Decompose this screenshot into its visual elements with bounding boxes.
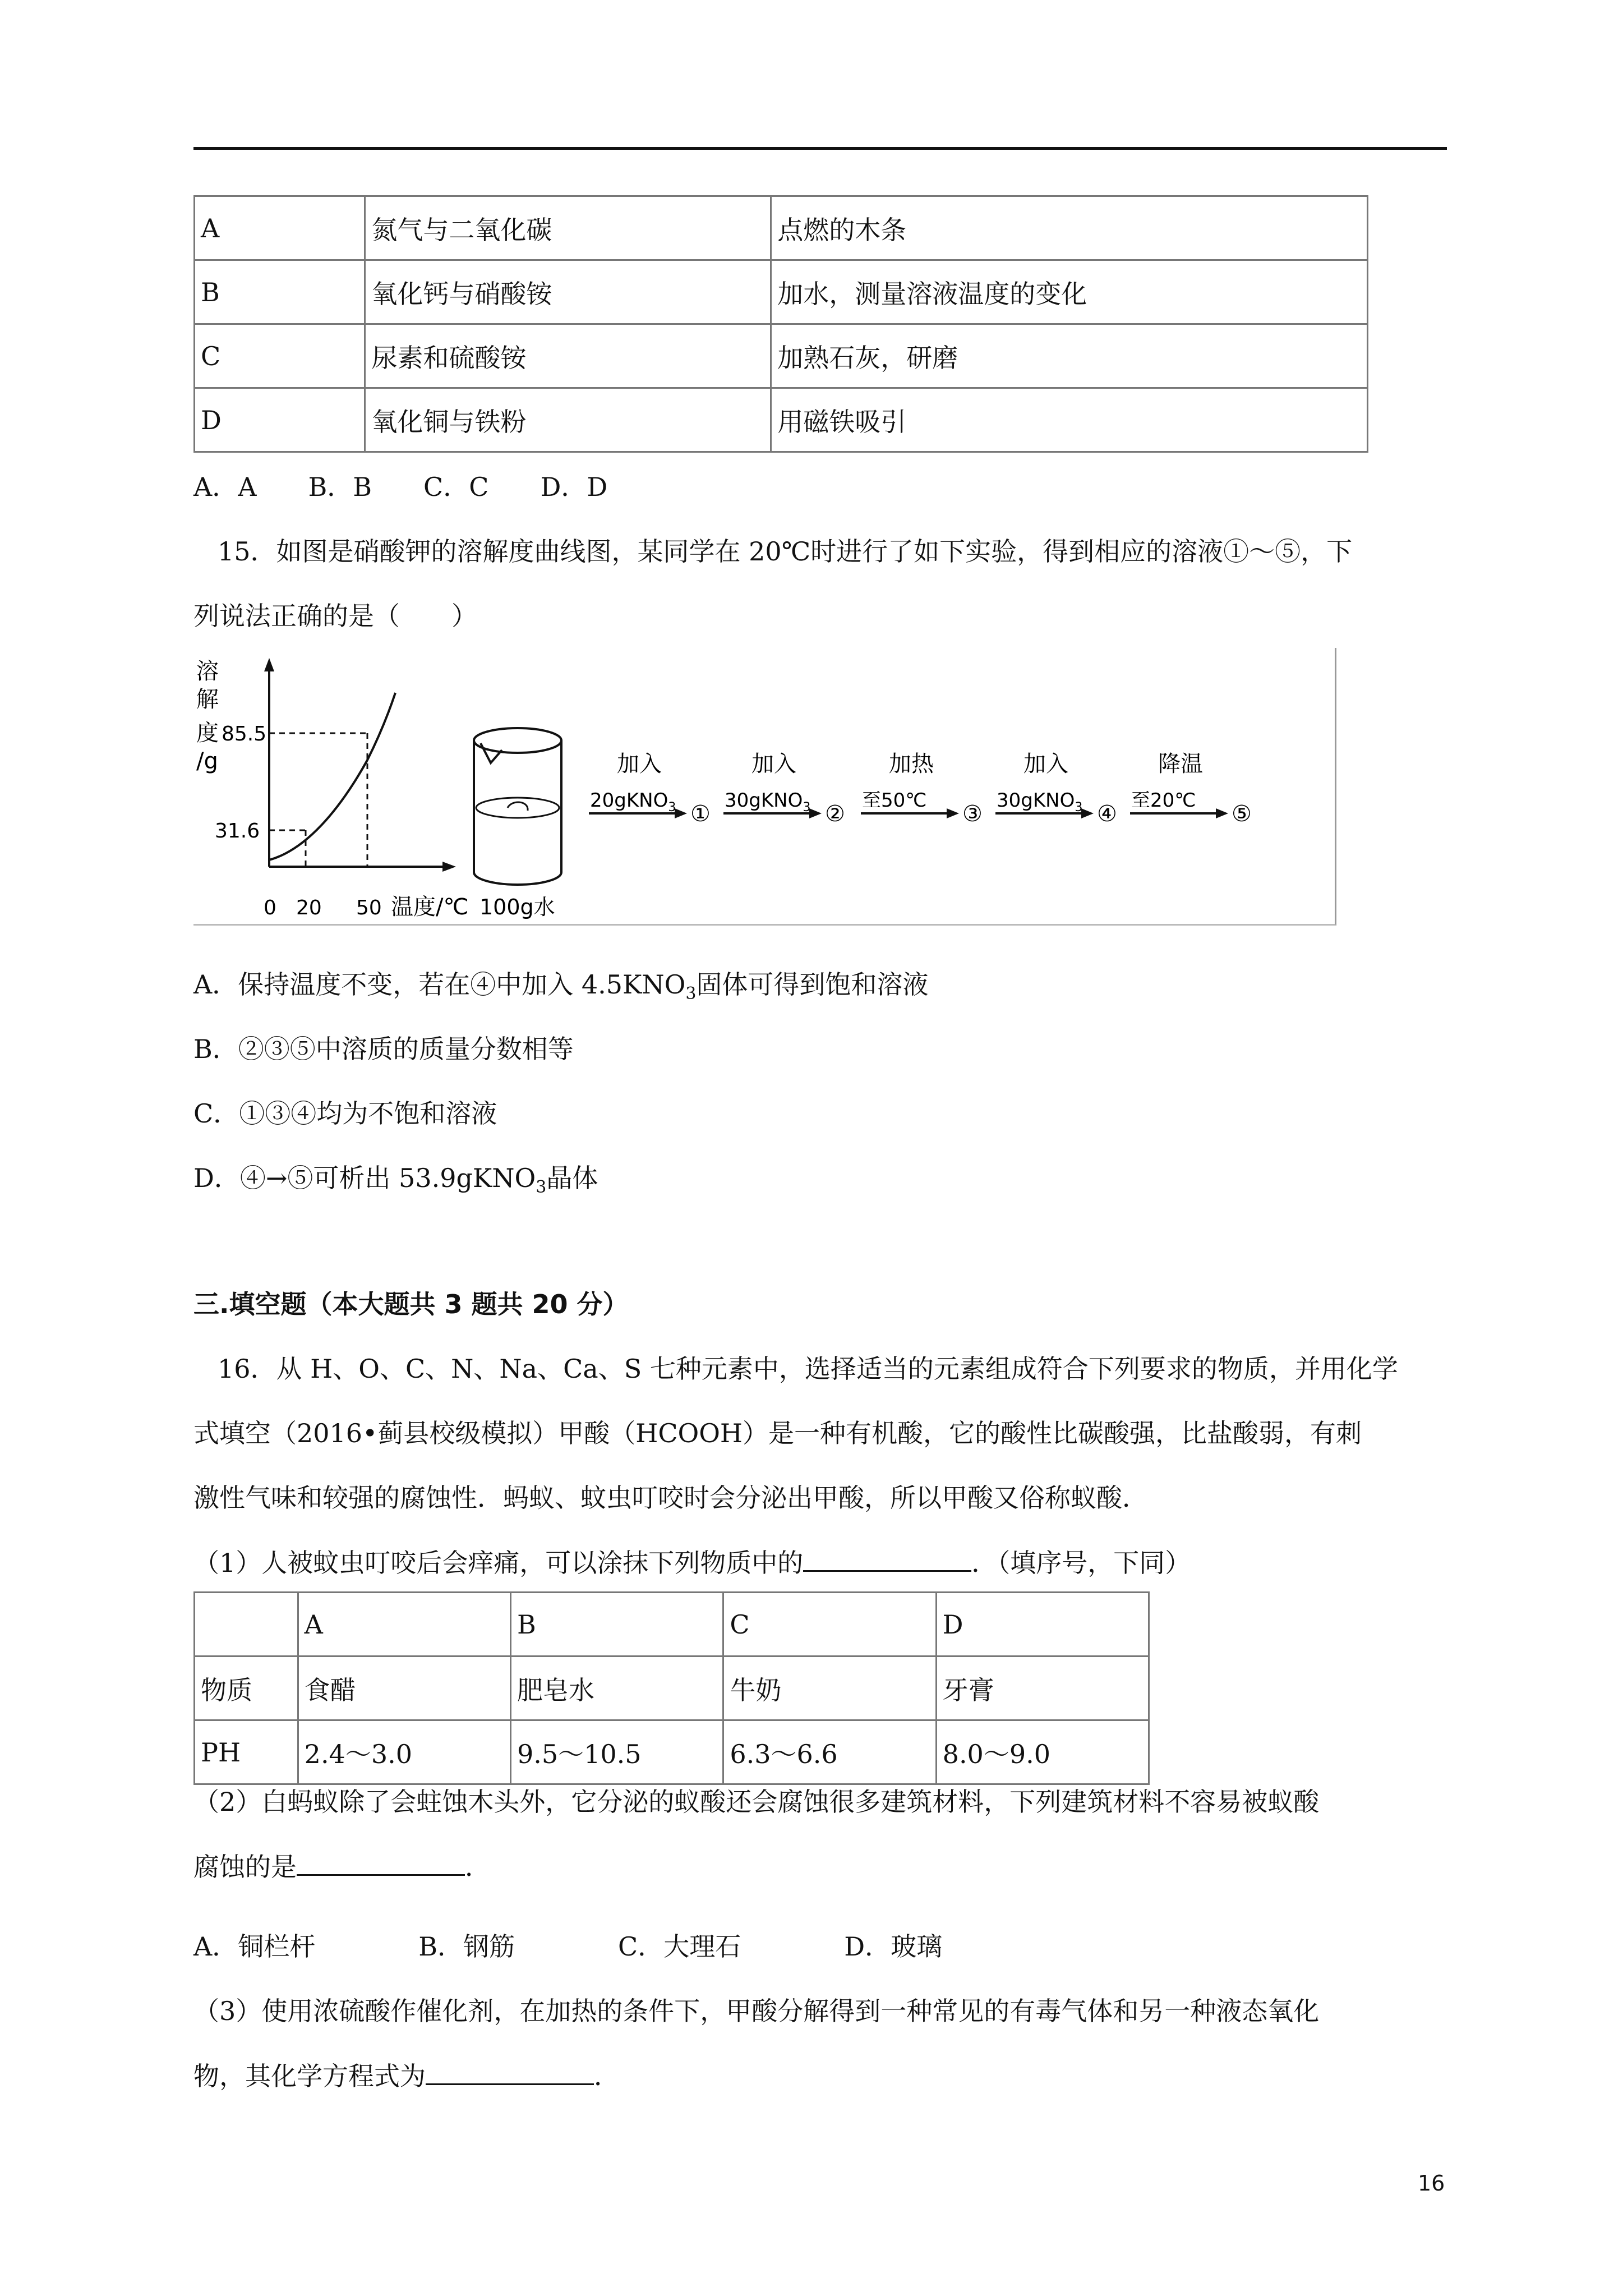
page-number: 16 xyxy=(1418,2171,1445,2196)
table-cell: 点燃的木条 xyxy=(771,196,1368,260)
x-tick-label: 20 xyxy=(296,896,322,919)
step-label-top: 加入 xyxy=(1023,751,1068,777)
table-cell: A xyxy=(195,196,365,260)
step-label-top: 加入 xyxy=(617,751,662,777)
q15-option-a xyxy=(193,968,928,1011)
question-text: 物，其化学方程式为 xyxy=(193,2061,426,2091)
option-text: 固体可得到饱和溶液 xyxy=(696,969,929,1000)
header-rule xyxy=(193,147,1447,150)
x-axis-arrow xyxy=(442,862,456,872)
table-cell: 6.3～6.6 xyxy=(723,1720,936,1784)
q14-options: A．A B．B C．C D．D xyxy=(193,472,608,502)
table-row xyxy=(195,1720,1149,1784)
table-cell: 氮气与二氧化碳 xyxy=(365,196,771,260)
step-arrow-head xyxy=(1216,808,1228,818)
table-cell: B xyxy=(510,1593,723,1657)
table-cell: B xyxy=(195,260,365,324)
q15-option-c: C．①③④均为不饱和溶液 xyxy=(193,1098,497,1129)
x-axis-label: 温度/℃ xyxy=(391,894,469,920)
solution-number: ② xyxy=(825,801,845,827)
section-title: 三.填空题（本大题共 3 题共 20 分） xyxy=(193,1289,629,1319)
step-label-bottom: 20gKNO$_3$ xyxy=(590,789,676,815)
table-row xyxy=(195,1657,1149,1720)
x-tick-label: 50 xyxy=(356,896,382,919)
solution-number: ④ xyxy=(1097,801,1117,827)
q16-line2: 式填空（2016•蓟县校级模拟）甲酸（HCOOH）是一种有机酸，它的酸性比碳酸强，比盐酸弱，有刺 xyxy=(193,1418,1362,1448)
table-cell: C xyxy=(195,324,365,388)
answer-blank[interactable] xyxy=(297,1849,465,1876)
step-label-top: 降温 xyxy=(1158,751,1203,777)
step-arrow-head xyxy=(809,808,822,818)
beaker xyxy=(474,728,561,885)
step-label-bottom: 至20℃ xyxy=(1131,789,1196,812)
solution-number: ③ xyxy=(962,801,983,827)
q16-sub3-line2 xyxy=(193,2059,620,2093)
q15-stem-line1: 15．如图是硝酸钾的溶解度曲线图，某同学在 20℃时进行了如下实验，得到相应的溶液①～⑤，下 xyxy=(218,536,1353,567)
answer-blank[interactable] xyxy=(426,2059,594,2085)
step-label-bottom: 至50℃ xyxy=(862,789,927,812)
table-cell: 牛奶 xyxy=(723,1657,936,1720)
step-arrow-head xyxy=(1081,808,1094,818)
table-cell: D xyxy=(195,388,365,452)
subscript: 3 xyxy=(685,984,697,1004)
step-arrow-head xyxy=(675,808,687,818)
q16-sub2-options: A．铜栏杆 B．钢筋 C．大理石 D．玻璃 xyxy=(193,1931,943,1962)
step-label-bottom: 30gKNO$_3$ xyxy=(997,789,1083,815)
beaker-label: 100g水 xyxy=(479,895,555,919)
table-cell: 物质 xyxy=(195,1657,298,1720)
solubility-experiment-diagram xyxy=(193,648,1335,924)
table-cell: 用磁铁吸引 xyxy=(771,388,1368,452)
q16-sub3-line1: （3）使用浓硫酸作催化剂，在加热的条件下，甲酸分解得到一种常见的有毒气体和另一种液态氧化 xyxy=(193,1996,1320,2026)
q15-stem-line2: 列说法正确的是（ ） xyxy=(193,601,477,631)
y-axis-label: 度 xyxy=(196,720,219,746)
q16-line3: 激性气味和较强的腐蚀性．蚂蚁、蚊虫叮咬时会分泌出甲酸，所以甲酸又俗称蚁酸． xyxy=(193,1483,1148,1513)
table-row xyxy=(195,196,1368,260)
solution-number: ⑤ xyxy=(1232,801,1252,827)
table-cell: 加熟石灰，研磨 xyxy=(771,324,1368,388)
table-row xyxy=(195,388,1368,452)
option-text: 晶体 xyxy=(546,1163,598,1193)
table-cell: C xyxy=(723,1593,936,1657)
step-arrow-head xyxy=(947,808,959,818)
table-cell: A xyxy=(298,1593,510,1657)
table-cell: 尿素和硫酸铵 xyxy=(365,324,771,388)
question-text: ． xyxy=(465,1852,491,1882)
q16-line1: 16．从 H、O、C、N、Na、Ca、S 七种元素中，选择适当的元素组成符合下列要求的物质，并用化学 xyxy=(218,1354,1398,1384)
table-row xyxy=(195,1593,1149,1657)
question-text: （1）人被蚊虫叮咬后会痒痛，可以涂抹下列物质中的 xyxy=(193,1548,804,1578)
table-cell: 肥皂水 xyxy=(510,1657,723,1720)
solution-number: ① xyxy=(690,801,711,827)
table-cell: 食醋 xyxy=(298,1657,510,1720)
table-cell: 8.0～9.0 xyxy=(936,1720,1149,1784)
solubility-curve xyxy=(269,693,395,860)
question-text: ． xyxy=(594,2061,620,2091)
experiment-steps xyxy=(589,751,1252,827)
table-cell: PH xyxy=(195,1720,298,1784)
table-cell: 牙膏 xyxy=(936,1657,1149,1720)
q15-figure xyxy=(193,648,1336,926)
table-cell xyxy=(195,1593,298,1657)
question-text: ．（填序号，下同） xyxy=(971,1548,1191,1578)
y-axis-arrow xyxy=(264,658,274,671)
table-row xyxy=(195,260,1368,324)
q14-table xyxy=(193,195,1368,453)
y-axis-label: 解 xyxy=(196,687,219,712)
y-tick-label: 85.5 xyxy=(222,723,267,746)
table-cell: 氧化铜与铁粉 xyxy=(365,388,771,452)
step-label-bottom: 30gKNO$_3$ xyxy=(725,789,811,815)
answer-blank[interactable] xyxy=(803,1545,971,1572)
q16-sub2-line1: （2）白蚂蚁除了会蛀蚀木头外，它分泌的蚁酸还会腐蚀很多建筑材料，下列建筑材料不容易被蚁酸 xyxy=(193,1787,1320,1817)
y-axis-label: 溶 xyxy=(196,659,219,684)
step-label-top: 加热 xyxy=(889,751,934,777)
q16-sub2-line2 xyxy=(193,1849,491,1884)
table-cell: 9.5～10.5 xyxy=(510,1720,723,1784)
q15-option-d xyxy=(193,1161,598,1204)
table-row xyxy=(195,324,1368,388)
ph-table xyxy=(193,1591,1150,1785)
table-cell: 氧化钙与硝酸铵 xyxy=(365,260,771,324)
option-text: D．④→⑤可析出 53.9gKNO xyxy=(193,1163,536,1193)
x-tick-label: 0 xyxy=(264,896,276,919)
option-text: A．保持温度不变，若在④中加入 4.5KNO xyxy=(193,969,686,1000)
q16-sub1 xyxy=(193,1545,1191,1580)
table-cell: 加水，测量溶液温度的变化 xyxy=(771,260,1368,324)
table-cell: 2.4～3.0 xyxy=(298,1720,510,1784)
step-label-top: 加入 xyxy=(751,751,796,777)
q15-option-b: B．②③⑤中溶质的质量分数相等 xyxy=(193,1034,574,1064)
y-axis-label: /g xyxy=(196,748,218,774)
question-text: 腐蚀的是 xyxy=(193,1852,297,1882)
y-tick-label: 31.6 xyxy=(215,820,260,843)
subscript: 3 xyxy=(536,1177,547,1198)
table-cell: D xyxy=(936,1593,1149,1657)
